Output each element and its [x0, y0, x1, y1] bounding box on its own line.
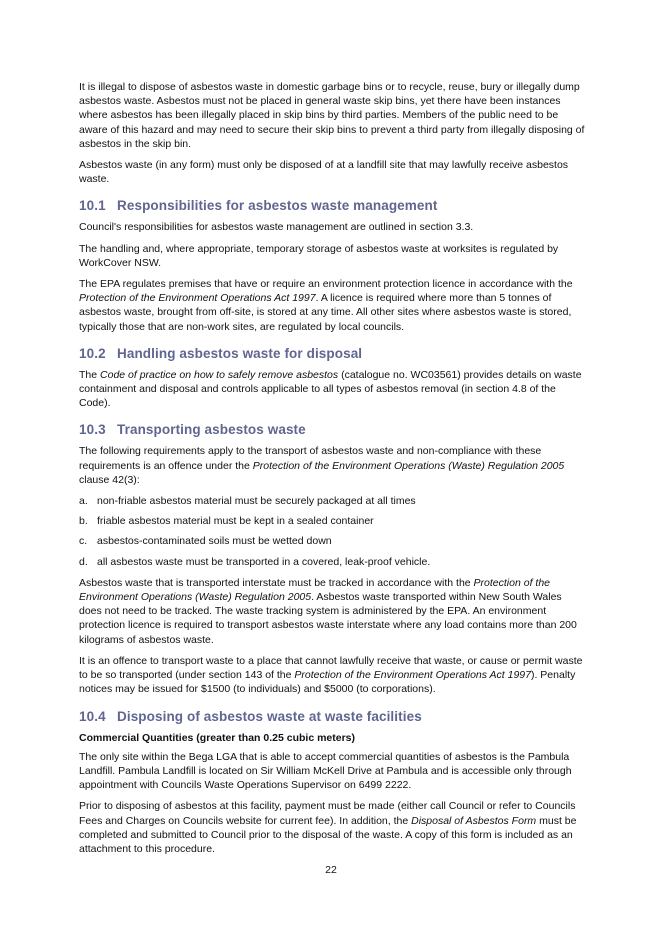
- section-number: 10.1: [79, 198, 106, 214]
- text-run: The EPA regulates premises that have or require an environment protection licence in accordance with the: [79, 278, 573, 291]
- section-10-2-heading: [79, 346, 587, 362]
- text-run: The following requirements apply to the transport of asbestos waste and non-compliance with these requirements is an offence under the: [79, 445, 542, 472]
- s103-paragraph-1: [79, 444, 587, 487]
- s102-paragraph-1: [79, 368, 587, 411]
- list-marker: a.: [79, 495, 88, 508]
- s101-paragraph-2: The handling and, where appropriate, temporary storage of asbestos waste at worksites is regulated by WorkCover NSW.: [79, 242, 559, 269]
- text-run: . Asbestos waste transported within New South Wales does not need to be tracked. The waste tracking system is administered by the EPA. An environment protection licence is required to transport asbestos waste interstate where any load contains more than 200 kilograms of asbestos waste.: [79, 591, 577, 646]
- section-10-1-heading: [79, 198, 587, 214]
- page-number: 22: [325, 864, 337, 876]
- section-number: 10.4: [79, 708, 106, 724]
- text-run: . A licence is required where more than 5 tonnes of asbestos waste, brought from off-site, is stored at any time. All other sites where asbestos waste is stored, typically those that are non-work sites, are regulated by local councils.: [79, 292, 572, 333]
- text-run: Prior to disposing of asbestos at this facility, payment must be made (either call Council or refer to Councils Fees and Charges on Councils website for current fee). In addition, the: [79, 800, 576, 827]
- section-10-4-heading: [79, 709, 587, 725]
- commercial-quantities-subheading: Commercial Quantities (greater than 0.25 cubic meters): [79, 731, 356, 744]
- intro-paragraph-2: Asbestos waste (in any form) must only be disposed of at a landfill site that may lawfully receive asbestos waste.: [79, 159, 569, 186]
- section-10-3-heading: [79, 422, 587, 438]
- page-content: [79, 80, 587, 863]
- act-title: Protection of the Environment Operations Act 1997: [294, 669, 531, 682]
- list-item-text: all asbestos waste must be transported in a covered, leak-proof vehicle.: [97, 555, 431, 568]
- text-run: (catalogue no. WC03561) provides details on waste containment and disposal and controls applicable to all types of asbestos removal (in section 4.8 of the Code).: [79, 368, 582, 410]
- s104-paragraph-2: [79, 799, 587, 856]
- list-item-text: non-friable asbestos material must be securely packaged at all times: [97, 495, 416, 508]
- section-title: Disposing of asbestos waste at waste facilities: [117, 708, 422, 724]
- section-number: 10.2: [79, 345, 106, 361]
- section-title: Responsibilities for asbestos waste management: [117, 198, 438, 214]
- intro-paragraph-1: It is illegal to dispose of asbestos waste in domestic garbage bins or to recycle, reuse, bury or illegally dump asbestos waste. Asbestos must not be placed in general waste skip bins, yet there have been instances where asbestos has been illegally placed in skip bins by third parties. Members of the public need to be aware of this hazard and may need to secure their skip bins to prevent a third party from illegally disposing of asbestos in the skip bin.: [79, 81, 585, 150]
- code-title: Code of practice on how to safely remove asbestos: [100, 368, 339, 381]
- s104-paragraph-1: The only site within the Bega LGA that is able to accept commercial quantities of asbestos is the Pambula Landfill. Pambula Landfill is located on Sir William McKell Drive at Pambula and is accessible only through appointment with Councils Waste Operations Supervisor on 6499 2222.: [79, 750, 572, 792]
- list-item: [79, 494, 587, 508]
- act-title: Protection of the Environment Operations Act 1997: [79, 292, 316, 305]
- section-title: Handling asbestos waste for disposal: [117, 345, 363, 361]
- requirements-list: [79, 494, 587, 569]
- s103-paragraph-3: [79, 654, 587, 697]
- list-item: [79, 534, 587, 548]
- text-run: clause 42(3):: [79, 473, 140, 486]
- text-run: The: [79, 368, 101, 381]
- s101-paragraph-3: [79, 277, 587, 334]
- list-item-text: friable asbestos material must be kept in a sealed container: [97, 515, 374, 528]
- regulation-title: Protection of the Environment Operations (Waste) Regulation 2005: [79, 576, 551, 604]
- list-item: [79, 555, 587, 569]
- regulation-title: Protection of the Environment Operations (Waste) Regulation 2005: [252, 459, 565, 472]
- text-run: must be completed and submitted to Council prior to the disposal of the waste. A copy of this form is included as an attachment to this procedure.: [79, 814, 577, 855]
- s101-paragraph-1: Council's responsibilities for asbestos waste management are outlined in section 3.3.: [79, 221, 474, 234]
- text-run: It is an offence to transport waste to a place that cannot lawfully receive that waste, or cause or permit waste to be so transported (under section 143 of the: [79, 654, 583, 682]
- section-number: 10.3: [79, 422, 106, 438]
- section-title: Transporting asbestos waste: [117, 422, 306, 438]
- list-item: [79, 514, 587, 528]
- form-title: Disposal of Asbestos Form: [411, 814, 537, 827]
- list-item-text: asbestos-contaminated soils must be wetted down: [97, 535, 332, 548]
- list-marker: b.: [79, 515, 88, 528]
- s103-paragraph-2: [79, 576, 587, 647]
- list-marker: d.: [79, 555, 88, 568]
- list-marker: c.: [79, 535, 88, 548]
- text-run: ). Penalty notices may be issued for $1500 (to individuals) and $5000 (to corporations).: [79, 669, 576, 696]
- text-run: Asbestos waste that is transported interstate must be tracked in accordance with the: [79, 576, 474, 589]
